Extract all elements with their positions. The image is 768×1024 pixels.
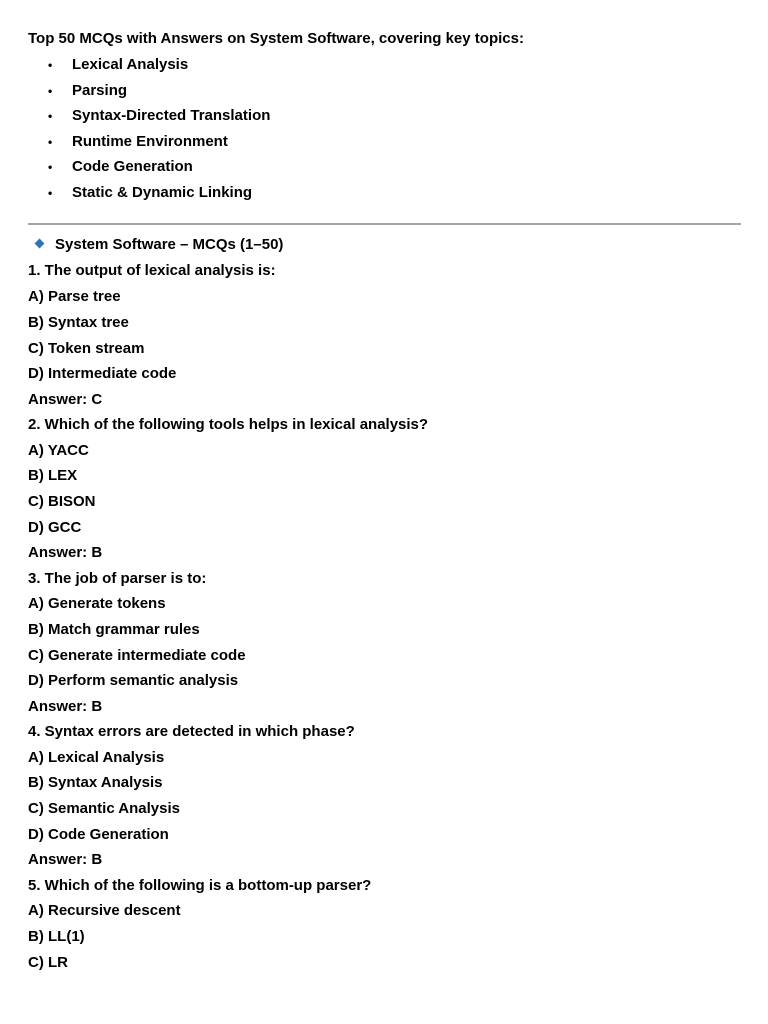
bullet-icon: • <box>48 186 53 200</box>
option-text: D) GCC <box>28 519 82 536</box>
option-text: A) Lexical Analysis <box>28 749 165 766</box>
topic-item <box>48 81 127 101</box>
topic-label: Parsing <box>72 82 128 99</box>
option-text: C) Semantic Analysis <box>28 800 180 817</box>
topic-label: Lexical Analysis <box>72 56 189 73</box>
intro-heading: Top 50 MCQs with Answers on System Software, covering key topics: <box>28 30 524 47</box>
bullet-icon: • <box>48 160 53 174</box>
section-divider <box>28 223 741 225</box>
option-text: A) Parse tree <box>28 288 121 305</box>
bullet-icon: • <box>48 109 53 123</box>
topic-label: Code Generation <box>72 158 193 175</box>
option-text: B) LEX <box>28 467 78 484</box>
topic-label: Runtime Environment <box>72 133 228 150</box>
bullet-icon: • <box>48 84 53 98</box>
option-text: B) Match grammar rules <box>28 621 200 638</box>
question-text: 5. Which of the following is a bottom-up parser? <box>28 877 372 894</box>
topic-item <box>48 132 228 152</box>
bullet-icon: • <box>48 58 53 72</box>
option-text: A) Generate tokens <box>28 595 166 612</box>
answer-text: Answer: B <box>28 544 103 561</box>
question-text: 1. The output of lexical analysis is: <box>28 262 276 279</box>
answer-text: Answer: B <box>28 698 103 715</box>
topic-item <box>48 106 270 126</box>
topic-item <box>48 183 252 203</box>
section-title: System Software – MCQs (1–50) <box>55 236 284 253</box>
option-text: B) Syntax tree <box>28 314 129 331</box>
answer-text: Answer: C <box>28 391 103 408</box>
topic-item <box>48 55 188 75</box>
topic-label: Static & Dynamic Linking <box>72 184 253 201</box>
bullet-icon: • <box>48 135 53 149</box>
diamond-icon <box>35 239 45 249</box>
option-text: D) Intermediate code <box>28 365 177 382</box>
option-text: C) Generate intermediate code <box>28 647 246 664</box>
question-text: 2. Which of the following tools helps in lexical analysis? <box>28 416 429 433</box>
option-text: D) Code Generation <box>28 826 169 843</box>
topic-label: Syntax-Directed Translation <box>72 107 271 124</box>
option-text: A) YACC <box>28 442 89 459</box>
option-text: C) BISON <box>28 493 96 510</box>
topic-item <box>48 157 193 177</box>
answer-text: Answer: B <box>28 851 103 868</box>
option-text: B) LL(1) <box>28 928 85 945</box>
option-text: D) Perform semantic analysis <box>28 672 239 689</box>
option-text: B) Syntax Analysis <box>28 774 163 791</box>
option-text: C) LR <box>28 954 68 971</box>
question-text: 4. Syntax errors are detected in which phase? <box>28 723 355 740</box>
option-text: C) Token stream <box>28 340 145 357</box>
option-text: A) Recursive descent <box>28 902 181 919</box>
question-text: 3. The job of parser is to: <box>28 570 207 587</box>
